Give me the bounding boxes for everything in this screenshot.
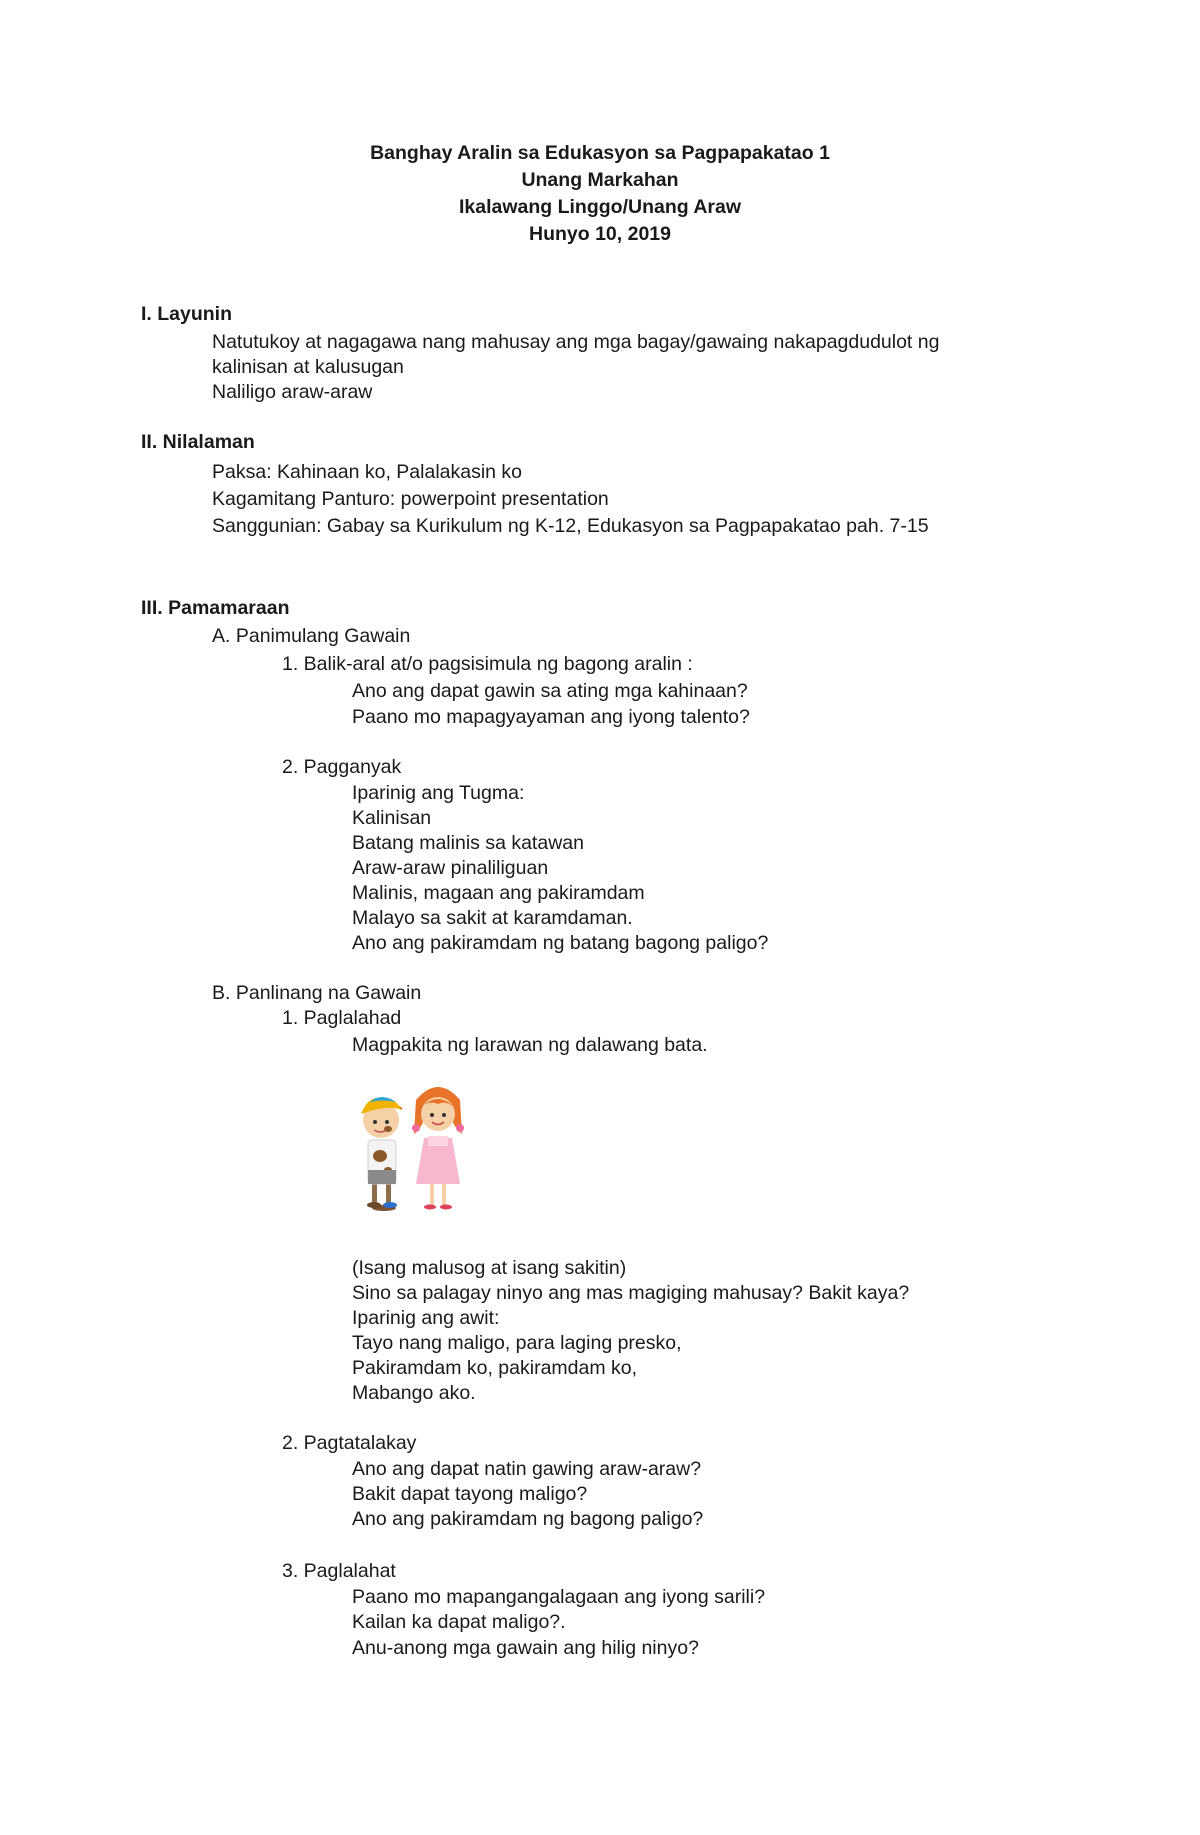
item-title: 1. Paglalahad xyxy=(282,1007,402,1029)
item-title: 3. Paglalahat xyxy=(282,1560,396,1582)
section-heading-nilalaman: II. Nilalaman xyxy=(141,431,255,453)
item-line: Iparinig ang awit: xyxy=(352,1307,500,1329)
item-line: (Isang malusog at isang sakitin) xyxy=(352,1257,627,1279)
item-line: Anu-anong mga gawain ang hilig ninyo? xyxy=(352,1637,699,1659)
layunin-line: Natutukoy at nagagawa nang mahusay ang mga bagay/gawaing nakapagdudulot ng xyxy=(212,331,940,353)
subsection-title: B. Panlinang na Gawain xyxy=(212,982,422,1004)
date-label: Hunyo 10, 2019 xyxy=(529,223,671,245)
nilalaman-line: Sanggunian: Gabay sa Kurikulum ng K-12, Edukasyon sa Pagpapakatao pah. 7-15 xyxy=(212,515,929,537)
subsection-title: A. Panimulang Gawain xyxy=(212,625,411,647)
document-title: Banghay Aralin sa Edukasyon sa Pagpapakatao 1 xyxy=(370,142,830,164)
item-line: Batang malinis sa katawan xyxy=(352,832,584,854)
item-line: Ano ang pakiramdam ng batang bagong paligo? xyxy=(352,932,769,954)
nilalaman-line: Paksa: Kahinaan ko, Palalakasin ko xyxy=(212,461,523,483)
section-heading-layunin: I. Layunin xyxy=(141,303,233,325)
item-title: 1. Balik-aral at/o pagsisimula ng bagong aralin : xyxy=(282,653,693,675)
item-line: Pakiramdam ko, pakiramdam ko, xyxy=(352,1357,638,1379)
nilalaman-line: Kagamitang Panturo: powerpoint presentation xyxy=(212,488,609,510)
item-line: Kailan ka dapat maligo?. xyxy=(352,1611,566,1633)
item-line: Malayo sa sakit at karamdaman. xyxy=(352,907,633,929)
item-line: Ano ang dapat natin gawing araw-araw? xyxy=(352,1458,702,1480)
section-heading-pamamaraan: III. Pamamaraan xyxy=(141,597,290,619)
item-title: 2. Pagtatalakay xyxy=(282,1432,417,1454)
layunin-line: Naliligo araw-araw xyxy=(212,381,373,403)
layunin-line: kalinisan at kalusugan xyxy=(212,356,404,378)
item-line: Araw-araw pinaliliguan xyxy=(352,857,549,879)
two-children-illustration xyxy=(348,1078,478,1216)
item-line: Paano mo mapangangalagaan ang iyong sarili? xyxy=(352,1586,766,1608)
item-line: Ano ang dapat gawin sa ating mga kahinaan? xyxy=(352,680,748,702)
quarter-label: Unang Markahan xyxy=(521,169,679,191)
item-line: Paano mo mapagyayaman ang iyong talento? xyxy=(352,706,750,728)
item-line: Kalinisan xyxy=(352,807,432,829)
week-day-label: Ikalawang Linggo/Unang Araw xyxy=(458,196,742,218)
item-line: Mabango ako. xyxy=(352,1382,476,1404)
item-line: Bakit dapat tayong maligo? xyxy=(352,1483,588,1505)
item-line: Tayo nang maligo, para laging presko, xyxy=(352,1332,682,1354)
item-line: Iparinig ang Tugma: xyxy=(352,782,525,804)
item-line: Malinis, magaan ang pakiramdam xyxy=(352,882,645,904)
item-line: Ano ang pakiramdam ng bagong paligo? xyxy=(352,1508,704,1530)
item-title: 2. Pagganyak xyxy=(282,756,402,778)
item-line: Magpakita ng larawan ng dalawang bata. xyxy=(352,1034,708,1056)
item-line: Sino sa palagay ninyo ang mas magiging mahusay? Bakit kaya? xyxy=(352,1282,910,1304)
